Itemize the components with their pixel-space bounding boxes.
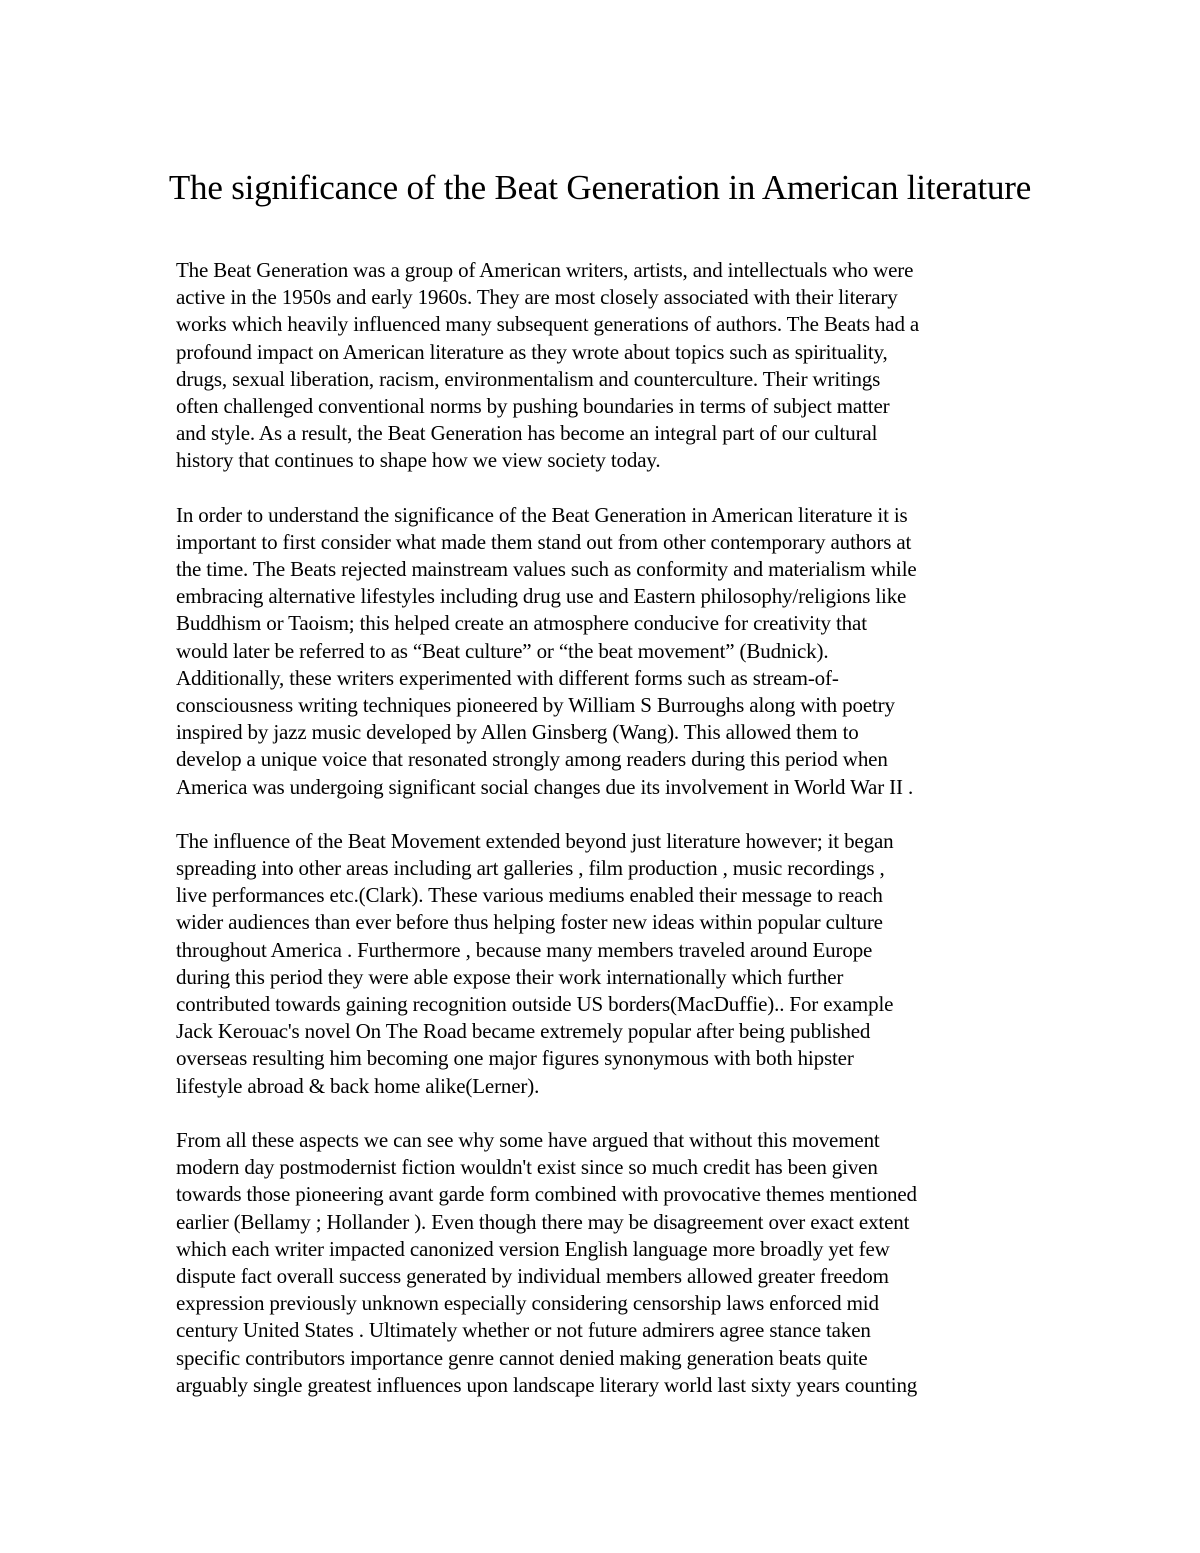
paragraph-1: The Beat Generation was a group of American writers, artists, and intellectuals who were active in the 1950s and early 1960s. They are most closely associated with their literary works which heavily influenced many subsequent generations of authors. The Beats had a profound impact on American literature as they wrote about topics such as spirituality, drugs, sexual liberation, racism, environmentalism and counterculture. Their writings often challenged conventional norms by pushing boundaries in terms of subject matter and style. As a result, the Beat Generation has become an integral part of our cultural history that continues to shape how we view society today. <box>176 258 920 473</box>
document-body <box>176 257 1036 1426</box>
paragraph-3: The influence of the Beat Movement extended beyond just literature however; it began spreading into other areas including art galleries , film production , music recordings , live performances etc.(Clark). These various mediums enabled their message to reach wider audiences than ever before thus helping foster new ideas within popular culture throughout America . Furthermore , because many members traveled around Europe during this period they were able expose their work internationally which further contributed towards gaining recognition outside US borders(MacDuffie).. For example Jack Kerouac's novel On The Road became extremely popular after being published overseas resulting him becoming one major figures synonymous with both hipster lifestyle abroad & back home alike(Lerner). <box>176 828 894 1098</box>
paragraph-2: In order to understand the significance of the Beat Generation in American literature it is important to first consider what made them stand out from other contemporary authors at the time. The Beats rejected mainstream values such as conformity and materialism while embracing alternative lifestyles including drug use and Eastern philosophy/religions like Buddhism or Taoism; this helped create an atmosphere conducive for creativity that would later be referred to as “Beat culture” or “the beat movement” (Budnick). Additionally, these writers experimented with different forms such as stream-of- consciousness writing techniques pioneered by William S Burroughs along with poetry inspired by jazz music developed by Allen Ginsberg (Wang). This allowed them to develop a unique voice that resonated strongly among readers during this period when America was undergoing significant social changes due its involvement in World War II . <box>176 502 917 799</box>
document-title: The significance of the Beat Generation in American literature <box>168 168 1032 207</box>
paragraph-4: From all these aspects we can see why some have argued that without this movement modern day postmodernist fiction wouldn't exist since so much credit has been given towards those pioneering avant garde form combined with provocative themes mentioned earlier (Bellamy ; Hollander ). Even though there may be disagreement over exact extent which each writer impacted canonized version English language more broadly yet few dispute fact overall success generated by individual members allowed greater freedom expression previously unknown especially considering censorship laws enforced mid century United States . Ultimately whether or not future admirers agree stance taken specific contributors importance genre cannot denied making generation beats quite arguably single greatest influences upon landscape literary world last sixty years counting <box>176 1127 918 1397</box>
